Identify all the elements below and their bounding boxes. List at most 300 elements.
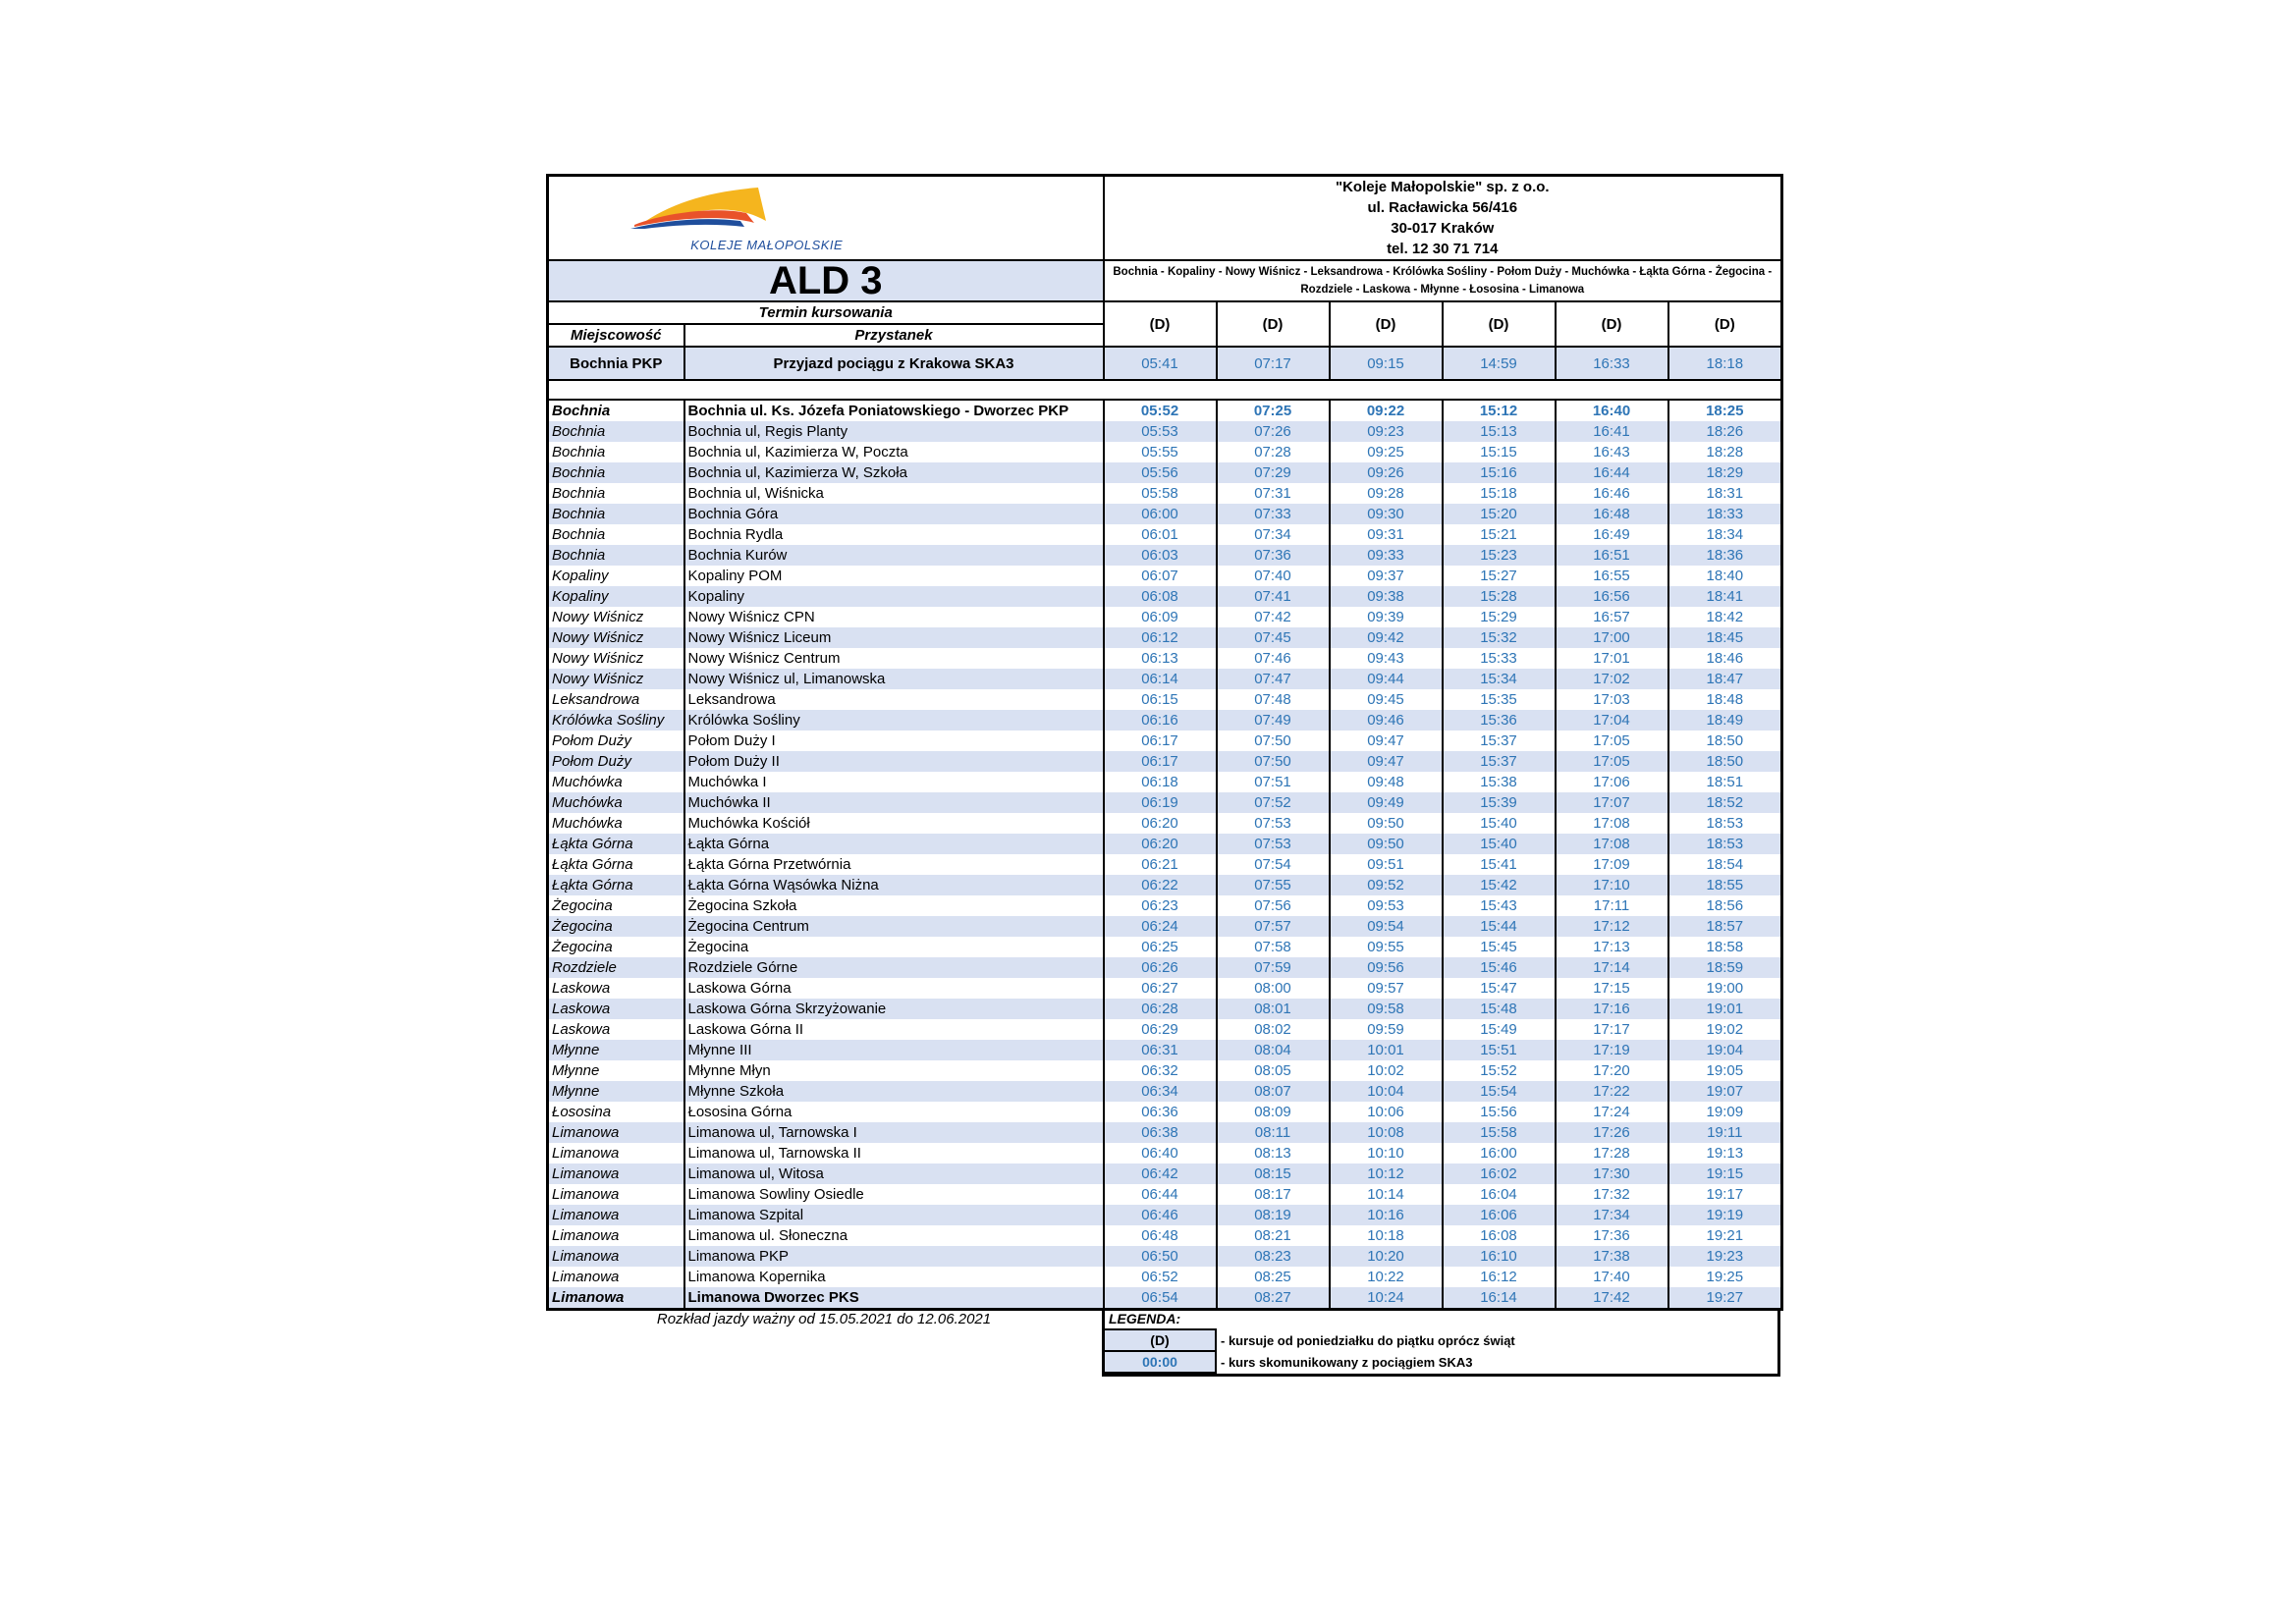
table-row xyxy=(548,957,1782,978)
row-time: 15:40 xyxy=(1443,834,1556,854)
row-time: 10:22 xyxy=(1330,1267,1443,1287)
row-time: 16:41 xyxy=(1556,421,1668,442)
row-stop: Łąkta Górna xyxy=(684,834,1104,854)
row-stop: Limanowa ul. Słoneczna xyxy=(684,1225,1104,1246)
row-stop: Muchówka II xyxy=(684,792,1104,813)
row-time: 08:07 xyxy=(1217,1081,1330,1102)
row-time: 06:12 xyxy=(1104,627,1217,648)
table-row xyxy=(548,586,1782,607)
row-city: Limanowa xyxy=(548,1267,684,1287)
row-time: 15:42 xyxy=(1443,875,1556,895)
row-city: Żegocina xyxy=(548,937,684,957)
row-stop: Nowy Wiśnicz CPN xyxy=(684,607,1104,627)
row-time: 15:48 xyxy=(1443,999,1556,1019)
row-time: 07:57 xyxy=(1217,916,1330,937)
row-time: 06:03 xyxy=(1104,545,1217,566)
row-time: 16:57 xyxy=(1556,607,1668,627)
row-time: 18:40 xyxy=(1706,568,1744,584)
row-stop: Młynne Szkoła xyxy=(684,1081,1104,1102)
legend-desc: - kursuje od poniedziałku do piątku oprócz świąt xyxy=(1221,1332,1515,1348)
row-time: 06:50 xyxy=(1104,1246,1217,1267)
table-row xyxy=(548,916,1782,937)
row-time: 07:53 xyxy=(1217,834,1330,854)
row-time: 17:17 xyxy=(1556,1019,1668,1040)
table-row xyxy=(548,462,1782,483)
table-row xyxy=(548,978,1782,999)
table-row xyxy=(548,751,1782,772)
row-time: 07:45 xyxy=(1217,627,1330,648)
row-city: Łąkta Górna xyxy=(548,834,684,854)
row-city: Bochnia xyxy=(548,462,684,483)
arrival-city: Bochnia PKP xyxy=(548,347,684,380)
row-time: 06:32 xyxy=(1104,1060,1217,1081)
row-city: Bochnia xyxy=(548,545,684,566)
table-row xyxy=(548,648,1782,669)
row-time: 19:19 xyxy=(1668,1205,1782,1225)
row-time: 18:45 xyxy=(1668,627,1782,648)
row-time: 09:22 xyxy=(1330,400,1443,421)
row-time: 17:03 xyxy=(1556,689,1668,710)
table-row xyxy=(548,421,1782,442)
arrival-stop: Przyjazd pociągu z Krakowa SKA3 xyxy=(684,347,1104,380)
arrival-time: 09:15 xyxy=(1330,347,1443,380)
row-time: 17:06 xyxy=(1556,772,1668,792)
row-time: 10:12 xyxy=(1330,1164,1443,1184)
train-arrival-row xyxy=(548,347,1782,380)
row-time: 09:37 xyxy=(1330,566,1443,586)
row-time: 17:08 xyxy=(1556,813,1668,834)
row-time: 08:09 xyxy=(1217,1102,1330,1122)
row-time: 19:05 xyxy=(1706,1062,1744,1079)
row-time: 07:42 xyxy=(1217,607,1330,627)
row-time: 15:35 xyxy=(1443,689,1556,710)
row-time: 07:25 xyxy=(1217,400,1330,421)
row-time: 17:01 xyxy=(1556,648,1668,669)
row-time: 09:26 xyxy=(1330,462,1443,483)
row-stop: Limanowa Kopernika xyxy=(684,1267,1104,1287)
row-city: Nowy Wiśnicz xyxy=(548,648,684,669)
row-time: 18:28 xyxy=(1706,444,1744,460)
row-time: 05:52 xyxy=(1104,400,1217,421)
row-city: Limanowa xyxy=(548,1205,684,1225)
row-time: 06:23 xyxy=(1104,895,1217,916)
row-time: 07:29 xyxy=(1217,462,1330,483)
row-time: 06:13 xyxy=(1104,648,1217,669)
row-stop: Nowy Wiśnicz Centrum xyxy=(684,648,1104,669)
table-row xyxy=(548,834,1782,854)
row-time: 19:15 xyxy=(1668,1164,1782,1184)
row-city: Kopaliny xyxy=(548,586,684,607)
row-time: 09:44 xyxy=(1330,669,1443,689)
row-time: 16:02 xyxy=(1443,1164,1556,1184)
row-time: 17:28 xyxy=(1556,1143,1668,1164)
table-row xyxy=(548,545,1782,566)
row-time: 07:50 xyxy=(1217,731,1330,751)
row-time: 10:18 xyxy=(1330,1225,1443,1246)
row-time: 07:47 xyxy=(1217,669,1330,689)
row-time: 09:52 xyxy=(1330,875,1443,895)
row-time: 09:48 xyxy=(1330,772,1443,792)
day-code-2: (D) xyxy=(1217,301,1330,347)
row-time: 09:53 xyxy=(1330,895,1443,916)
row-time: 19:25 xyxy=(1706,1269,1744,1285)
row-time: 19:07 xyxy=(1668,1081,1782,1102)
row-time: 06:31 xyxy=(1104,1040,1217,1060)
row-time: 15:41 xyxy=(1443,854,1556,875)
row-time: 15:18 xyxy=(1443,483,1556,504)
row-time: 05:53 xyxy=(1104,421,1217,442)
legend-desc: - kurs skomunikowany z pociągiem SKA3 xyxy=(1221,1354,1473,1370)
stop-column-header: Przystanek xyxy=(684,324,1104,347)
row-time: 18:50 xyxy=(1706,732,1744,749)
row-stop: Łąkta Górna Przetwórnia xyxy=(684,854,1104,875)
arrival-time: 05:41 xyxy=(1104,347,1217,380)
row-time: 17:08 xyxy=(1556,834,1668,854)
table-row xyxy=(548,1122,1782,1143)
row-city: Kopaliny xyxy=(548,566,684,586)
table-row xyxy=(548,607,1782,627)
row-stop: Bochnia ul. Ks. Józefa Poniatowskiego - Dworzec PKP xyxy=(684,400,1104,421)
row-city: Królówka Sośliny xyxy=(548,710,684,731)
row-time: 06:24 xyxy=(1104,916,1217,937)
row-time: 09:50 xyxy=(1330,813,1443,834)
row-stop: Łąkta Górna Wąsówka Niżna xyxy=(684,875,1104,895)
row-time: 16:06 xyxy=(1443,1205,1556,1225)
spacer-row xyxy=(548,380,1782,400)
row-stop: Nowy Wiśnicz Liceum xyxy=(684,627,1104,648)
row-time: 16:48 xyxy=(1556,504,1668,524)
row-time: 08:23 xyxy=(1217,1246,1330,1267)
city-column-header: Miejscowość xyxy=(548,324,684,347)
legend-item xyxy=(1105,1329,1777,1351)
table-row xyxy=(548,1019,1782,1040)
table-row xyxy=(548,627,1782,648)
row-stop: Limanowa Sowliny Osiedle xyxy=(684,1184,1104,1205)
legend xyxy=(1102,1308,1780,1377)
row-time: 09:56 xyxy=(1330,957,1443,978)
row-time: 18:34 xyxy=(1706,526,1744,543)
row-time: 15:34 xyxy=(1443,669,1556,689)
row-time: 15:38 xyxy=(1443,772,1556,792)
row-time: 07:53 xyxy=(1217,813,1330,834)
table-row xyxy=(548,1040,1782,1060)
row-stop: Żegocina Centrum xyxy=(684,916,1104,937)
row-city: Połom Duży xyxy=(548,731,684,751)
row-time: 17:05 xyxy=(1556,751,1668,772)
row-time: 05:56 xyxy=(1104,462,1217,483)
row-time: 17:26 xyxy=(1556,1122,1668,1143)
table-row xyxy=(548,710,1782,731)
row-time: 17:42 xyxy=(1556,1287,1668,1310)
row-time: 07:56 xyxy=(1217,895,1330,916)
row-time: 19:09 xyxy=(1706,1104,1744,1120)
row-time: 18:41 xyxy=(1668,586,1782,607)
row-city: Bochnia xyxy=(548,421,684,442)
row-time: 16:51 xyxy=(1556,545,1668,566)
row-stop: Bochnia Góra xyxy=(684,504,1104,524)
line-code: ALD 3 xyxy=(548,260,1104,301)
row-time: 15:27 xyxy=(1443,566,1556,586)
row-time: 06:48 xyxy=(1104,1225,1217,1246)
row-time: 15:56 xyxy=(1443,1102,1556,1122)
row-time: 17:13 xyxy=(1556,937,1668,957)
row-time: 15:16 xyxy=(1443,462,1556,483)
arrival-time: 14:59 xyxy=(1443,347,1556,380)
row-time: 15:49 xyxy=(1443,1019,1556,1040)
row-time: 10:04 xyxy=(1330,1081,1443,1102)
row-time: 16:49 xyxy=(1556,524,1668,545)
row-time: 15:29 xyxy=(1443,607,1556,627)
row-time: 08:21 xyxy=(1217,1225,1330,1246)
row-time: 06:16 xyxy=(1104,710,1217,731)
row-stop: Limanowa ul, Witosa xyxy=(684,1164,1104,1184)
row-time: 18:36 xyxy=(1668,545,1782,566)
row-time: 07:50 xyxy=(1217,751,1330,772)
table-row xyxy=(548,875,1782,895)
row-time: 17:10 xyxy=(1556,875,1668,895)
row-time: 16:08 xyxy=(1443,1225,1556,1246)
table-row xyxy=(548,1060,1782,1081)
row-time: 19:27 xyxy=(1668,1287,1782,1310)
table-row xyxy=(548,854,1782,875)
row-time: 08:00 xyxy=(1217,978,1330,999)
row-time: 17:04 xyxy=(1556,710,1668,731)
row-time: 18:29 xyxy=(1668,462,1782,483)
row-time: 19:17 xyxy=(1706,1186,1744,1203)
row-time: 08:04 xyxy=(1217,1040,1330,1060)
legend-item xyxy=(1105,1351,1777,1373)
row-stop: Żegocina Szkoła xyxy=(684,895,1104,916)
row-city: Laskowa xyxy=(548,1019,684,1040)
table-row xyxy=(548,1205,1782,1225)
row-city: Połom Duży xyxy=(548,751,684,772)
row-time: 17:38 xyxy=(1556,1246,1668,1267)
table-row xyxy=(548,400,1782,421)
route-description: Bochnia - Kopaliny - Nowy Wiśnicz - Leksandrowa - Królówka Sośliny - Połom Duży - Muchówka - Łąkta Górna - Żegocina - Rozdziele - Laskowa - Młynne - Łososina - Limanowa xyxy=(1104,260,1782,301)
row-time: 15:45 xyxy=(1443,937,1556,957)
table-row xyxy=(548,669,1782,689)
row-time: 19:21 xyxy=(1706,1227,1744,1244)
row-time: 06:17 xyxy=(1104,751,1217,772)
row-time: 17:11 xyxy=(1556,895,1668,916)
row-time: 10:02 xyxy=(1330,1060,1443,1081)
row-time: 17:12 xyxy=(1556,916,1668,937)
row-time: 17:05 xyxy=(1556,731,1668,751)
row-stop: Królówka Sośliny xyxy=(684,710,1104,731)
row-time: 07:59 xyxy=(1217,957,1330,978)
row-stop: Połom Duży II xyxy=(684,751,1104,772)
row-time: 06:01 xyxy=(1104,524,1217,545)
row-time: 10:01 xyxy=(1330,1040,1443,1060)
legend-title: LEGENDA: xyxy=(1109,1311,1181,1326)
row-time: 17:02 xyxy=(1556,669,1668,689)
row-time: 07:33 xyxy=(1217,504,1330,524)
legend-key: (D) xyxy=(1105,1328,1217,1352)
table-row xyxy=(548,1081,1782,1102)
row-time: 15:52 xyxy=(1443,1060,1556,1081)
arrival-time: 18:18 xyxy=(1668,347,1782,380)
row-time: 16:10 xyxy=(1443,1246,1556,1267)
row-time: 17:34 xyxy=(1556,1205,1668,1225)
row-time: 09:57 xyxy=(1330,978,1443,999)
row-stop: Rozdziele Górne xyxy=(684,957,1104,978)
row-time: 06:29 xyxy=(1104,1019,1217,1040)
row-time: 18:25 xyxy=(1706,403,1744,419)
row-time: 18:52 xyxy=(1668,792,1782,813)
row-time: 19:00 xyxy=(1706,980,1744,997)
row-time: 09:51 xyxy=(1330,854,1443,875)
row-time: 09:30 xyxy=(1330,504,1443,524)
table-row xyxy=(548,566,1782,586)
table-row xyxy=(548,792,1782,813)
row-time: 18:55 xyxy=(1668,875,1782,895)
row-stop: Bochnia Kurów xyxy=(684,545,1104,566)
row-time: 07:28 xyxy=(1217,442,1330,462)
row-time: 07:49 xyxy=(1217,710,1330,731)
row-time: 07:31 xyxy=(1217,483,1330,504)
row-time: 06:15 xyxy=(1104,689,1217,710)
row-time: 06:54 xyxy=(1104,1287,1217,1310)
company-name: "Koleje Małopolskie" sp. z o.o. xyxy=(1335,179,1550,195)
row-time: 18:31 xyxy=(1706,485,1744,502)
row-time: 17:40 xyxy=(1556,1267,1668,1287)
row-city: Muchówka xyxy=(548,813,684,834)
row-stop: Limanowa ul, Tarnowska II xyxy=(684,1143,1104,1164)
row-time: 15:44 xyxy=(1443,916,1556,937)
row-time: 07:58 xyxy=(1217,937,1330,957)
table-row xyxy=(548,1184,1782,1205)
row-time: 17:22 xyxy=(1556,1081,1668,1102)
row-time: 15:46 xyxy=(1443,957,1556,978)
day-code-5: (D) xyxy=(1556,301,1668,347)
row-time: 16:14 xyxy=(1443,1287,1556,1310)
row-city: Limanowa xyxy=(548,1143,684,1164)
row-time: 18:47 xyxy=(1668,669,1782,689)
row-stop: Bochnia Rydla xyxy=(684,524,1104,545)
row-time: 07:26 xyxy=(1217,421,1330,442)
row-time: 09:38 xyxy=(1330,586,1443,607)
row-time: 07:51 xyxy=(1217,772,1330,792)
table-row xyxy=(548,772,1782,792)
row-time: 06:08 xyxy=(1104,586,1217,607)
row-time: 07:34 xyxy=(1217,524,1330,545)
row-time: 15:37 xyxy=(1443,751,1556,772)
row-time: 17:24 xyxy=(1556,1102,1668,1122)
row-city: Bochnia xyxy=(548,524,684,545)
row-time: 18:51 xyxy=(1706,774,1744,790)
row-time: 07:40 xyxy=(1217,566,1330,586)
row-city: Łąkta Górna xyxy=(548,875,684,895)
row-time: 06:17 xyxy=(1104,731,1217,751)
row-time: 05:58 xyxy=(1104,483,1217,504)
row-time: 15:36 xyxy=(1443,710,1556,731)
row-time: 10:14 xyxy=(1330,1184,1443,1205)
row-time: 09:25 xyxy=(1330,442,1443,462)
row-time: 08:02 xyxy=(1217,1019,1330,1040)
row-time: 06:14 xyxy=(1104,669,1217,689)
row-time: 09:47 xyxy=(1330,731,1443,751)
row-time: 06:25 xyxy=(1104,937,1217,957)
row-stop: Laskowa Górna II xyxy=(684,1019,1104,1040)
row-time: 07:48 xyxy=(1217,689,1330,710)
company-street: ul. Racławicka 56/416 xyxy=(1367,199,1518,216)
row-stop: Limanowa Dworzec PKS xyxy=(684,1287,1104,1310)
row-city: Nowy Wiśnicz xyxy=(548,669,684,689)
row-time: 18:49 xyxy=(1668,710,1782,731)
row-time: 16:40 xyxy=(1556,400,1668,421)
row-time: 06:19 xyxy=(1104,792,1217,813)
row-city: Limanowa xyxy=(548,1287,684,1310)
table-row xyxy=(548,524,1782,545)
row-time: 18:53 xyxy=(1706,815,1744,832)
table-row xyxy=(548,1267,1782,1287)
row-time: 16:55 xyxy=(1556,566,1668,586)
row-city: Młynne xyxy=(548,1060,684,1081)
table-row xyxy=(548,999,1782,1019)
row-time: 16:56 xyxy=(1556,586,1668,607)
row-time: 08:27 xyxy=(1217,1287,1330,1310)
row-time: 18:26 xyxy=(1668,421,1782,442)
row-time: 15:21 xyxy=(1443,524,1556,545)
row-time: 08:05 xyxy=(1217,1060,1330,1081)
row-stop: Bochnia ul, Kazimierza W, Poczta xyxy=(684,442,1104,462)
row-time: 16:00 xyxy=(1443,1143,1556,1164)
row-time: 07:46 xyxy=(1217,648,1330,669)
row-city: Limanowa xyxy=(548,1164,684,1184)
row-time: 18:54 xyxy=(1706,856,1744,873)
table-row xyxy=(548,483,1782,504)
row-time: 10:08 xyxy=(1330,1122,1443,1143)
row-city: Laskowa xyxy=(548,999,684,1019)
row-time: 09:42 xyxy=(1330,627,1443,648)
row-time: 08:15 xyxy=(1217,1164,1330,1184)
row-time: 09:43 xyxy=(1330,648,1443,669)
row-time: 09:45 xyxy=(1330,689,1443,710)
table-row xyxy=(548,731,1782,751)
row-time: 06:20 xyxy=(1104,813,1217,834)
table-row xyxy=(548,1164,1782,1184)
koleje-malopolskie-logo-icon xyxy=(630,182,768,229)
row-time: 07:54 xyxy=(1217,854,1330,875)
row-time: 18:33 xyxy=(1668,504,1782,524)
row-time: 15:43 xyxy=(1443,895,1556,916)
row-stop: Nowy Wiśnicz ul, Limanowska xyxy=(684,669,1104,689)
row-time: 18:42 xyxy=(1706,609,1744,625)
row-time: 16:12 xyxy=(1443,1267,1556,1287)
row-time: 16:44 xyxy=(1556,462,1668,483)
row-time: 16:04 xyxy=(1443,1184,1556,1205)
row-time: 07:36 xyxy=(1217,545,1330,566)
row-time: 17:16 xyxy=(1556,999,1668,1019)
timetable-sheet xyxy=(546,174,1780,1311)
row-time: 10:10 xyxy=(1330,1143,1443,1164)
row-time: 19:04 xyxy=(1668,1040,1782,1060)
row-time: 05:55 xyxy=(1104,442,1217,462)
row-time: 17:14 xyxy=(1556,957,1668,978)
row-time: 17:30 xyxy=(1556,1164,1668,1184)
row-city: Młynne xyxy=(548,1081,684,1102)
row-time: 08:25 xyxy=(1217,1267,1330,1287)
row-city: Żegocina xyxy=(548,916,684,937)
row-time: 06:27 xyxy=(1104,978,1217,999)
day-code-1: (D) xyxy=(1104,301,1217,347)
row-time: 06:22 xyxy=(1104,875,1217,895)
row-stop: Młynne Młyn xyxy=(684,1060,1104,1081)
row-time: 15:51 xyxy=(1443,1040,1556,1060)
row-stop: Kopaliny POM xyxy=(684,566,1104,586)
row-time: 09:31 xyxy=(1330,524,1443,545)
row-city: Żegocina xyxy=(548,895,684,916)
